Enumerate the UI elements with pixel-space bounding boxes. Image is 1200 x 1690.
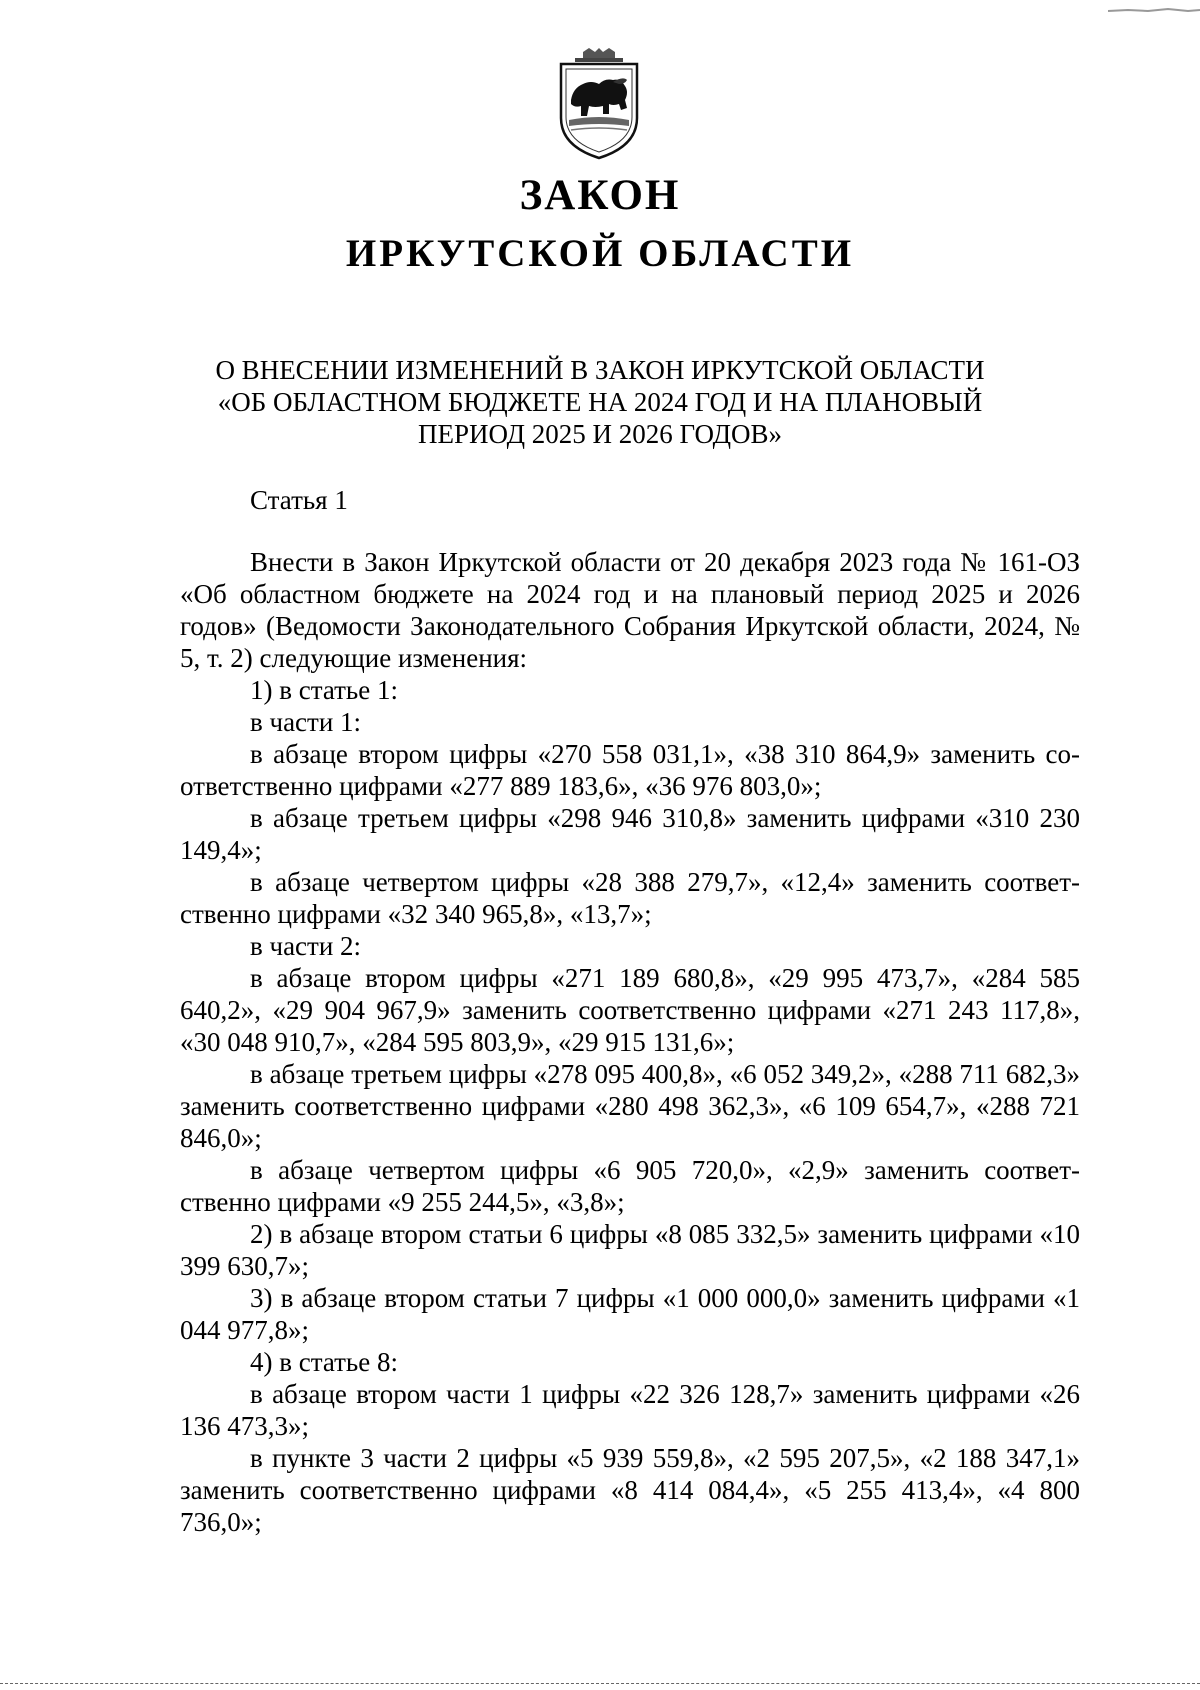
document-heading [150,354,1050,450]
paragraph: 3) в абзаце втором статьи 7 цифры «1 000 000,0» заменить цифрами «1 044 977,8»; [180,1283,1080,1345]
heading-line-2: «ОБ ОБЛАСТНОМ БЮДЖЕТЕ НА 2024 ГОД И НА ПЛАНОВЫЙ [217,387,983,417]
paragraph: в абзаце четвертом цифры «6 905 720,0», «2,9» заменить соответственно цифрами «9 255 244,5», «3,8»; [180,1155,1080,1217]
paragraph: в части 2: [250,931,362,961]
region-title: ИРКУТСКОЙ ОБЛАСТИ [345,232,855,275]
paragraph: в абзаце третьем цифры «278 095 400,8», «6 052 349,2», «288 711 682,3» заменить соответственно цифрами «280 498 362,3», «6 109 654,7», «288 721 846,0»; [180,1059,1080,1153]
article-label: Статья 1 [250,485,348,515]
paragraph: в абзаце четвертом цифры «28 388 279,7», «12,4» заменить соответственно цифрами «32 340 965,8», «13,7»; [180,867,1080,929]
paragraph: в абзаце втором цифры «271 189 680,8», «29 995 473,7», «284 585 640,2», «29 904 967,9» заменить соответственно цифрами «271 243 117,8», «30 048 910,7», «284 595 803,9», «29 915 131,6»; [180,963,1080,1057]
body-text [180,546,1080,1538]
page-bottom-edge [0,1683,1200,1685]
paragraph: в абзаце третьем цифры «298 946 310,8» заменить цифрами «310 230 149,4»; [180,803,1080,865]
coat-of-arms-icon [553,48,645,160]
paragraph: в абзаце втором цифры «270 558 031,1», «38 310 864,9» заменить соответственно цифрами «277 889 183,6», «36 976 803,0»; [180,739,1080,801]
paragraph: 4) в статье 8: [250,1347,398,1377]
paragraph: 2) в абзаце втором статьи 6 цифры «8 085 332,5» заменить цифрами «10 399 630,7»; [180,1219,1080,1281]
heading-line-3: ПЕРИОД 2025 И 2026 ГОДОВ» [417,419,783,449]
law-title: ЗАКОН [519,172,681,219]
paragraph: в пункте 3 части 2 цифры «5 939 559,8», «2 595 207,5», «2 188 347,1» заменить соответственно цифрами «8 414 084,4», «5 255 413,4», «4 800 736,0»; [180,1443,1080,1537]
heading-line-1: О ВНЕСЕНИИ ИЗМЕНЕНИЙ В ЗАКОН ИРКУТСКОЙ ОБЛАСТИ [215,355,985,385]
paragraph: в части 1: [250,707,362,737]
paragraph: 1) в статье 1: [250,675,398,705]
paragraph: в абзаце втором части 1 цифры «22 326 128,7» заменить цифрами «26 136 473,3»; [180,1379,1080,1441]
paragraph: Внести в Закон Иркутской области от 20 декабря 2023 года № 161-ОЗ «Об областном бюджете на 2024 год и на плановый период 2025 и 2026 годов» (Ведомости Законодательного Собрания Иркутской области, 2024, № 5, т. 2) следующие изменения: [180,547,1080,673]
scan-artifact [1108,8,1200,14]
